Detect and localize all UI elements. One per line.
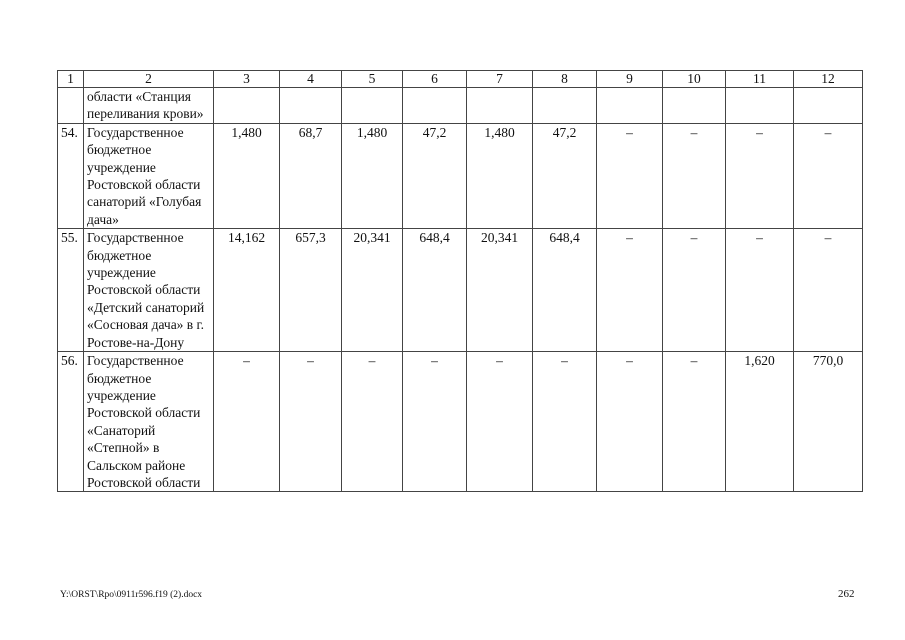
- value-cell-col-10: –: [663, 123, 726, 228]
- value-cell-col-9: –: [597, 352, 663, 492]
- footer-file-path: Y:\ORST\Rpo\0911r596.f19 (2).docx: [60, 590, 203, 600]
- column-header-11: 11: [726, 71, 794, 88]
- column-header-7: 7: [467, 71, 533, 88]
- table-row: [58, 229, 863, 352]
- institution-name-cell: Государственное бюджетное учреждение Ростовской области «Детский санаторий «Сосновая дача» в г. Ростове-на-Дону: [84, 229, 214, 352]
- value-cell-col-3: [214, 88, 280, 124]
- column-header-10: 10: [663, 71, 726, 88]
- value-cell-col-10: –: [663, 229, 726, 352]
- table-body: [58, 71, 863, 492]
- value-cell-col-6: 47,2: [403, 123, 467, 228]
- value-cell-col-7: [467, 88, 533, 124]
- value-cell-col-12: 770,0: [794, 352, 863, 492]
- value-cell-col-12: [794, 88, 863, 124]
- row-number-cell: [58, 88, 84, 124]
- value-cell-col-7: 20,341: [467, 229, 533, 352]
- value-cell-col-10: [663, 88, 726, 124]
- value-cell-col-4: 68,7: [280, 123, 342, 228]
- institution-name-cell: области «Станция переливания крови»: [84, 88, 214, 124]
- value-cell-col-8: [533, 88, 597, 124]
- value-cell-col-12: –: [794, 229, 863, 352]
- data-table: [57, 70, 863, 492]
- table-row: [58, 123, 863, 228]
- institution-name-cell: Государственное бюджетное учреждение Ростовской области санаторий «Голубая дача»: [84, 123, 214, 228]
- value-cell-col-11: –: [726, 229, 794, 352]
- value-cell-col-11: [726, 88, 794, 124]
- value-cell-col-12: –: [794, 123, 863, 228]
- value-cell-col-9: –: [597, 123, 663, 228]
- column-header-5: 5: [342, 71, 403, 88]
- value-cell-col-10: –: [663, 352, 726, 492]
- value-cell-col-8: 648,4: [533, 229, 597, 352]
- value-cell-col-11: 1,620: [726, 352, 794, 492]
- value-cell-col-4: 657,3: [280, 229, 342, 352]
- column-header-3: 3: [214, 71, 280, 88]
- column-header-2: 2: [84, 71, 214, 88]
- column-header-9: 9: [597, 71, 663, 88]
- column-header-12: 12: [794, 71, 863, 88]
- page-number: 262: [838, 588, 855, 600]
- value-cell-col-3: 1,480: [214, 123, 280, 228]
- value-cell-col-5: 1,480: [342, 123, 403, 228]
- row-number-cell: 56.: [58, 352, 84, 492]
- table-row: [58, 352, 863, 492]
- value-cell-col-11: –: [726, 123, 794, 228]
- value-cell-col-6: [403, 88, 467, 124]
- row-number-cell: 55.: [58, 229, 84, 352]
- table-row-continuation: [58, 88, 863, 124]
- value-cell-col-7: –: [467, 352, 533, 492]
- value-cell-col-3: 14,162: [214, 229, 280, 352]
- value-cell-col-5: [342, 88, 403, 124]
- value-cell-col-4: [280, 88, 342, 124]
- value-cell-col-6: –: [403, 352, 467, 492]
- value-cell-col-5: –: [342, 352, 403, 492]
- value-cell-col-8: –: [533, 352, 597, 492]
- value-cell-col-3: –: [214, 352, 280, 492]
- column-header-6: 6: [403, 71, 467, 88]
- table-header-row: [58, 71, 863, 88]
- value-cell-col-7: 1,480: [467, 123, 533, 228]
- value-cell-col-6: 648,4: [403, 229, 467, 352]
- value-cell-col-8: 47,2: [533, 123, 597, 228]
- value-cell-col-9: [597, 88, 663, 124]
- row-number-cell: 54.: [58, 123, 84, 228]
- column-header-8: 8: [533, 71, 597, 88]
- institution-name-cell: Государственное бюджетное учреждение Ростовской области «Санаторий «Степной» в Сальском районе Ростовской области: [84, 352, 214, 492]
- value-cell-col-4: –: [280, 352, 342, 492]
- column-header-4: 4: [280, 71, 342, 88]
- column-header-1: 1: [58, 71, 84, 88]
- value-cell-col-5: 20,341: [342, 229, 403, 352]
- value-cell-col-9: –: [597, 229, 663, 352]
